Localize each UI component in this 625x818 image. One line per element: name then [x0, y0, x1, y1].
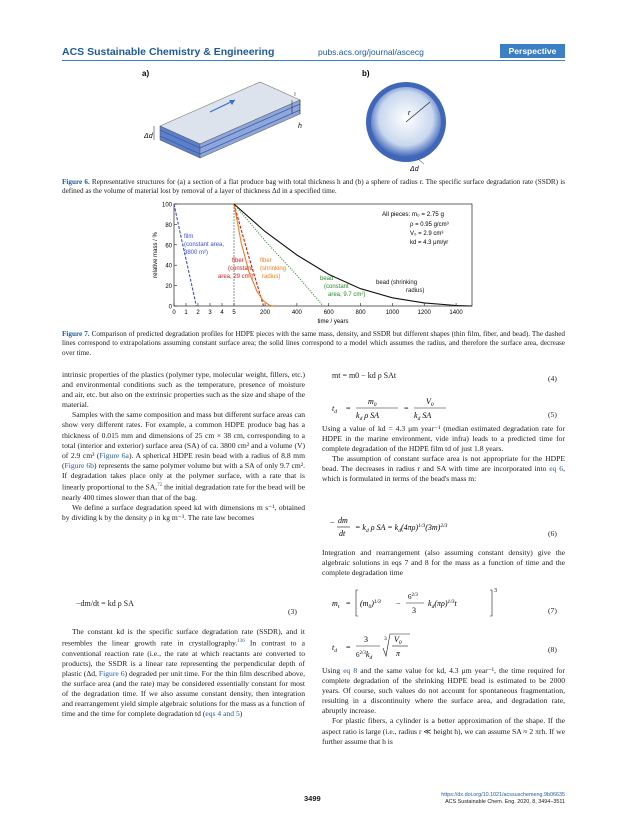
svg-text:kd(πρ)1/3t: $k_d(\pi\rho)^{1/3}t$ — [428, 599, 457, 610]
equation-7-number: (7) — [548, 606, 557, 615]
equation-6-number: (6) — [548, 529, 557, 538]
link-figure-6b[interactable]: Figure 6b — [64, 460, 94, 470]
equation-8 — [330, 630, 470, 666]
doi-link[interactable]: https://dx.doi.org/10.1021/acssuschemeng.9b06635 — [441, 792, 565, 798]
svg-text:62/3: $6^{2/3}$ — [408, 593, 418, 601]
label-bead-shrinking: bead (shrinking — [376, 280, 418, 286]
series-line-4 — [234, 204, 323, 306]
x-tick-label: 800 — [355, 310, 366, 316]
link-eq-6[interactable]: eq 6 — [549, 464, 564, 474]
page-number: 3499 — [304, 794, 321, 803]
x-axis-label: time / years — [317, 319, 349, 325]
svg-text:3: 3 — [494, 588, 497, 594]
left-paragraph-3: We define a surface degradation speed kd with dimensions m s⁻¹, obtained by dividing k by the density ρ in kg m⁻³. The rate law becomes — [62, 502, 305, 522]
svg-text:td: $t_d$ — [332, 404, 337, 415]
section-badge: Perspective — [500, 44, 565, 58]
figure-7-caption-text: Comparison of predicted degradation profiles for HDPE pieces with the same mass, density, and SSDR but different shapes (thin film, fiber, and bead). The dashed lines correspond to extrapolations assuming constant surface area; the solid lines correspond to a model which assumes the radius, and therefore the surface area, decrease over time. — [62, 330, 566, 357]
figure-6a-h: h — [298, 123, 302, 130]
label-fiber-constant: area, 29 cm²) — [218, 274, 254, 280]
y-tick-label: 0 — [168, 304, 172, 311]
label-bead-constant: area, 9.7 cm²) — [328, 292, 366, 298]
svg-text:V0: $V_0$ — [394, 635, 402, 646]
svg-text:−: − — [396, 599, 401, 608]
right-paragraph-4-5 — [322, 666, 565, 747]
equation-7 — [330, 584, 530, 624]
figure-7-caption-label: Figure 7. — [62, 330, 90, 338]
chart-frame — [174, 204, 472, 306]
equation-6 — [330, 513, 530, 543]
label-bead-constant: bead — [320, 276, 334, 282]
svg-text:(m0)1/3: $(m_0)^{1/3}$ — [360, 599, 381, 610]
flat-slab-shape — [154, 82, 300, 158]
figure-6b-label: b) — [362, 69, 370, 78]
equation-5 — [330, 392, 470, 424]
link-eq-8[interactable]: eq 8 — [343, 666, 358, 675]
left-paragraph-1: intrinsic properties of the plastics (polymer type, molecular weight, fillers, etc.) and environmental conditions such as the temperature, presence of moisture and air, etc. but also on the extrinsic properties such as the size and shape of the material. — [62, 370, 305, 410]
citation-136[interactable]: 136 — [237, 639, 245, 645]
right-paragraph-1-2 — [322, 424, 565, 485]
y-tick-label: 20 — [165, 284, 172, 291]
y-tick-label: 60 — [165, 243, 172, 250]
svg-text:dm: dm — [338, 516, 348, 525]
label-fiber-constant: (constant — [228, 266, 253, 272]
svg-text:td: $t_d$ — [332, 643, 337, 654]
label-film: 3800 m²) — [184, 250, 209, 256]
right-paragraph-3: Integration and rearrangement (also assuming constant density) give the algebraic solutions in eqs 7 and 8 for the mass as a function of time and the complete degradation time — [322, 548, 565, 578]
figure-6-caption-text: Representative structures for (a) a section of a flat produce bag with total thickness h and (b) a sphere of radius r. The specific surface degradation rate (SSDR) is defined as the volume of material lost by removal of a layer of thickness Δd in a specified time. — [62, 178, 566, 196]
link-figure-6a[interactable]: Figure 6a — [99, 450, 129, 460]
y-tick-label: 100 — [161, 202, 172, 209]
figure-6-caption — [62, 178, 565, 197]
svg-text:π: π — [396, 649, 401, 658]
svg-text:= kd ρ SA = kd(4πρ)1/3(3m)2/3: = $k_d$ ρ SA = $k_d(4\pi\rho)^{1/3}(3m)^{2/3}$ — [355, 523, 448, 534]
svg-text:3: 3 — [364, 635, 368, 644]
right-paragraph-1: Using a value of kd = 4.3 μm year⁻¹ (median estimated degradation rate for HDPE in the marine environment, vide infra) leads to a predicted time for complete degradation of the HDPE film td of just 1.8 years. — [322, 424, 565, 454]
footer-citation — [441, 792, 565, 806]
left-paragraph-4: The constant kd is the specific surface degradation rate (SSDR), and it resembles the linear growth rate in crystallography.$^{136}$ In contrast to a conventional reaction rate (i.e., the rate at which reactants are converted to products), the SSDR is a linear rate representing the perpendicular depth of plastic (Δd, Figure 6) degraded per unit time. For the thin film described above, the surface area (and the rate) may be considered essentially constant for most of the degradation time. If we also assume constant density, then integration and rearrangement yield simple algebraic solutions for the mass as a function of time and the time for complete degradation td (eqs 4 and 5) — [62, 627, 305, 719]
y-axis-label: relative mass / % — [153, 232, 159, 278]
svg-text:kd SA: $k_d$ SA — [414, 411, 432, 422]
legend-title: All pieces: m₀ = 2.75 g — [382, 211, 444, 218]
svg-text:mt: $m_t$ — [332, 599, 340, 610]
series-line-2 — [234, 204, 264, 306]
svg-text:kd ρ SA: $k_d$ ρ SA — [356, 411, 380, 422]
figure-7-chart — [148, 198, 488, 326]
equation-4: mt = m0 − kd ρ SAt — [332, 371, 397, 380]
figure-6a-delta-d: Δd — [144, 133, 153, 140]
x-tick-label: 400 — [291, 310, 302, 316]
x-tick-label: 5 — [232, 310, 236, 316]
x-tick-label: 1 — [184, 310, 188, 316]
legend-volume: V₀ = 2.9 cm³ — [410, 231, 444, 237]
label-bead-constant: (constant — [324, 284, 349, 290]
figure-6-illustration — [140, 64, 470, 176]
label-film: film — [184, 234, 194, 240]
label-fiber-constant: fiber — [232, 258, 244, 264]
figure-6b-delta-d: Δd — [410, 166, 419, 173]
figure-6-caption-label: Figure 6. — [62, 178, 90, 186]
label-fiber-shrinking: radius) — [262, 274, 281, 280]
svg-text:=: = — [346, 599, 351, 608]
equation-3-number: (3) — [288, 607, 297, 616]
label-film: (constant area, — [184, 242, 225, 248]
svg-text:m0: $m_0$ — [368, 397, 377, 408]
link-figure-6[interactable]: Figure 6 — [98, 668, 125, 678]
svg-text:dt: dt — [339, 529, 346, 538]
svg-text:=: = — [346, 404, 351, 413]
y-tick-label: 40 — [165, 263, 172, 270]
equation-8-number: (8) — [548, 645, 557, 654]
svg-text:=: = — [404, 404, 409, 413]
x-tick-label: 600 — [323, 310, 334, 316]
legend-density: ρ = 0.95 g/cm³ — [410, 222, 449, 228]
left-paragraph-2: Samples with the same composition and mass but different surface areas can show very different rates. For example, a common HDPE produce bag has a thickness of 0.015 mm and dimensions of 25 cm × 38 cm, corresponding to a total (interior and exterior) surface area (SA) of ca. 3800 cm² and a volume (V) of 2.9 cm³ (Figure 6a). A spherical HDPE resin bead with a radius of 8.8 mm (Figure 6b) represents the same polymer volume but with a SA of only 9.7 cm². If degradation takes place only at the polymer surface, with a rate that is linearly proportional to the SA,$^{72}$ the initial degradation rate for the bead will be nearly 400 times slower than that of the bag. — [62, 410, 305, 502]
right-paragraph-2: The assumption of constant surface area is not appropriate for the HDPE bead. The decreases in radius r and SA with time are incorporated into eq 6, which is formulated in terms of the bead's mass m: — [322, 454, 565, 484]
figure-7-caption — [62, 330, 565, 358]
series-line-5 — [234, 204, 472, 306]
x-tick-label: 0 — [172, 310, 176, 316]
right-paragraph-4: Using eq 8 and the same value for kd, 4.3 μm year⁻¹, the time required for complete degradation of the shrinking HDPE bead is estimated to be 2000 years. Of course, such values do not account for spontaneous fragmentation, resulting in a discontinuity where the surface area, and degradation rate, abruptly increase. — [322, 666, 565, 716]
x-tick-label: 2 — [196, 310, 200, 316]
link-eqs-4-5[interactable]: eqs 4 and 5 — [205, 709, 240, 719]
figure-6a-label: a) — [142, 69, 150, 78]
citation-72[interactable]: 72 — [157, 483, 163, 489]
label-bead-shrinking: radius) — [406, 288, 425, 294]
svg-text:=: = — [346, 643, 351, 652]
svg-text:3: 3 — [384, 636, 387, 642]
x-tick-label: 1000 — [385, 310, 400, 316]
svg-text:3: 3 — [412, 606, 416, 615]
svg-text:62/3kd: $6^{2/3}k_d$ — [356, 650, 373, 661]
x-tick-label: 1200 — [417, 310, 431, 316]
legend-kd: kd = 4.3 μm/yr — [410, 240, 449, 246]
left-column — [62, 370, 305, 523]
header-rule — [62, 60, 565, 61]
equation-3: −dm/dt = kd ρ SA — [76, 599, 134, 608]
figure-6b-r: r — [408, 110, 411, 117]
x-tick-label: 1400 — [449, 310, 463, 316]
x-tick-label: 200 — [260, 310, 271, 316]
svg-text:V0: $V_0$ — [426, 397, 434, 408]
svg-text:−: − — [330, 518, 335, 527]
x-tick-label: 3 — [208, 310, 212, 316]
y-tick-label: 80 — [165, 222, 172, 229]
label-fiber-shrinking: (shrinking — [260, 266, 287, 272]
equation-5-number: (5) — [548, 410, 557, 419]
x-tick-label: 4 — [220, 310, 224, 316]
series-line-3 — [234, 204, 273, 306]
journal-citation: ACS Sustainable Chem. Eng. 2020, 8, 3494−3511 — [445, 799, 565, 805]
journal-title: ACS Sustainable Chemistry & Engineering — [62, 46, 275, 58]
label-fiber-shrinking: fiber — [260, 258, 272, 264]
journal-url[interactable]: pubs.acs.org/journal/ascecg — [318, 47, 424, 57]
sphere-shape — [366, 82, 446, 164]
equation-4-number: (4) — [548, 374, 557, 383]
right-paragraph-5: For plastic fibers, a cylinder is a better approximation of the shape. If the aspect ratio is large (i.e., radius r ≪ height h), we can assume SA ≈ 2 πrh. If we further assume that h is — [322, 716, 565, 746]
